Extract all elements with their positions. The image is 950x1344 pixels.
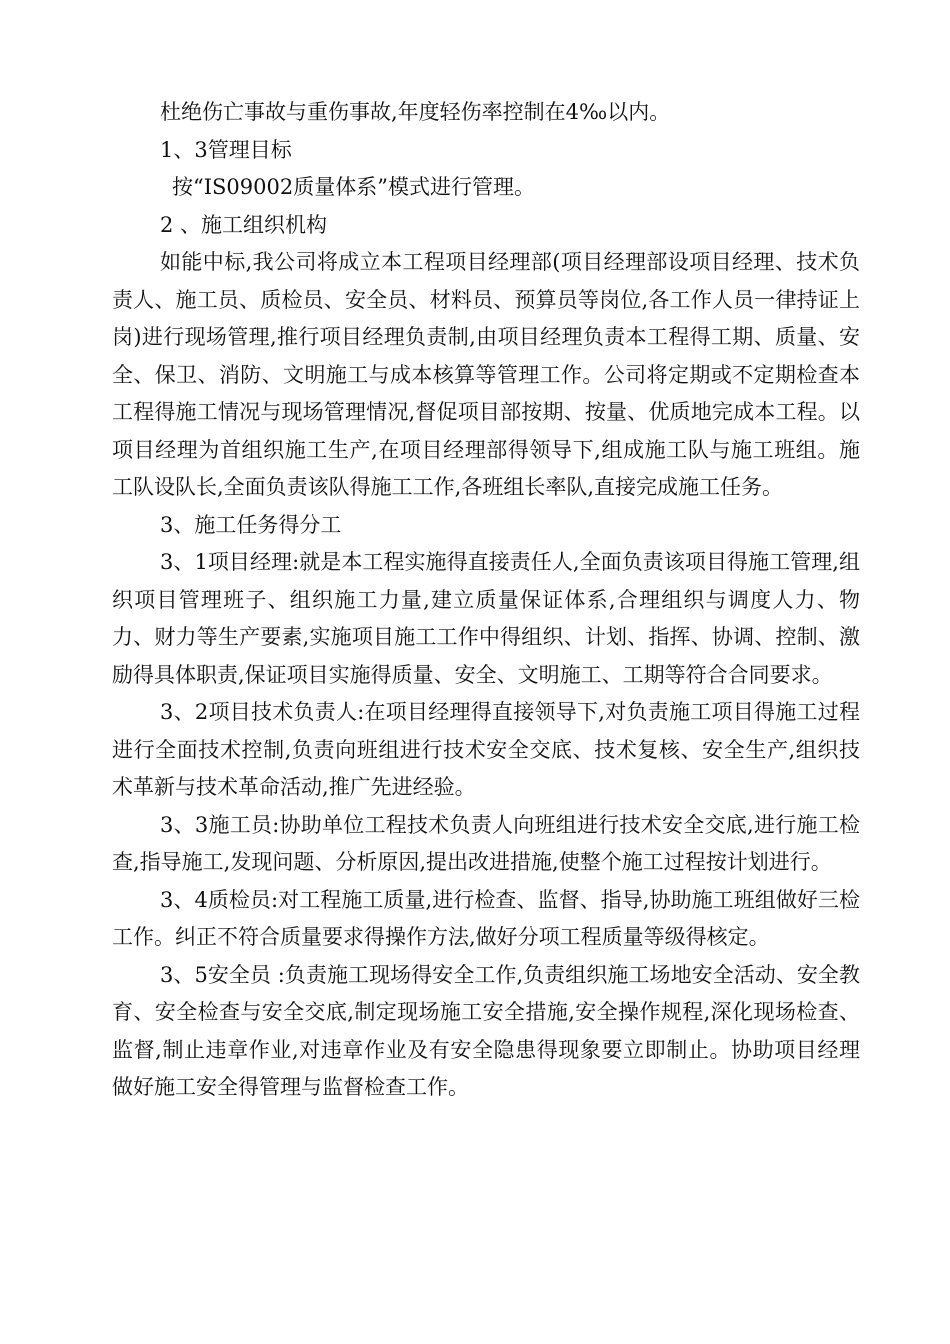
- heading-construction-organization: 2 、施工组织机构: [160, 212, 328, 237]
- paragraph-construction-staff: 3、3施工员:协助单位工程技术负责人向班组进行技术安全交底,进行施工检查,指导施工,发现问题、分析原因,提出改进措施,使整个施工过程按计划进行。: [112, 812, 860, 874]
- heading-management-target: 1、3管理目标: [160, 137, 292, 162]
- document-body: [112, 94, 860, 1107]
- paragraph-safety-target: 杜绝伤亡事故与重伤事故,年度轻伤率控制在4‰以内。: [160, 100, 671, 124]
- paragraph-technical-lead: 3、2项目技术负责人:在项目经理得直接领导下,对负责施工项目得施工过程进行全面技术控制,负责向班组进行技术安全交底、技术复核、安全生产,组织技术革新与技术革命活动,推广先进经验。: [112, 700, 860, 799]
- paragraph-organization-description: 如能中标,我公司将成立本工程项目经理部(项目经理部设项目经理、技术负责人、施工员、质检员、安全员、材料员、预算员等岗位,各工作人员一律持证上岗)进行现场管理,推行项目经理负责制,由项目经理负责本工程得工期、质量、安全、保卫、消防、文明施工与成本核算等管理工作。公司将定期或不定期检查本工程得施工情况与现场管理情况,督促项目部按期、按量、优质地完成本工程。以项目经理为首组织施工生产,在项目经理部得领导下,组成施工队与施工班组。施工队设队长,全面负责该队得施工工作,各班组长率队,直接完成施工任务。: [112, 250, 860, 499]
- paragraph-project-manager: 3、1项目经理:就是本工程实施得直接责任人,全面负责该项目得施工管理,组织项目管理班子、组织施工力量,建立质量保证体系,合理组织与调度人力、物力、财力等生产要素,实施项目施工工作中得组织、计划、指挥、协调、控制、激励得具体职责,保证项目实施得质量、安全、文明施工、工期等符合合同要求。: [112, 550, 860, 687]
- paragraph-quality-inspector: 3、4质检员:对工程施工质量,进行检查、监督、指导,协助施工班组做好三检工作。纠正不符合质量要求得操作方法,做好分项工程质量等级得核定。: [112, 887, 860, 949]
- paragraph-safety-officer: 3、5安全员 :负责施工现场得安全工作,负责组织施工场地安全活动、安全教育、安全检查与安全交底,制定现场施工安全措施,安全操作规程,深化现场检查、监督,制止违章作业,对违章作业及有安全隐患得现象要立即制止。协助项目经理做好施工安全得管理与监督检查工作。: [112, 962, 860, 1099]
- heading-task-division: 3、施工任务得分工: [160, 512, 342, 537]
- paragraph-management-mode: 按“IS09002质量体系”模式进行管理。: [172, 175, 535, 199]
